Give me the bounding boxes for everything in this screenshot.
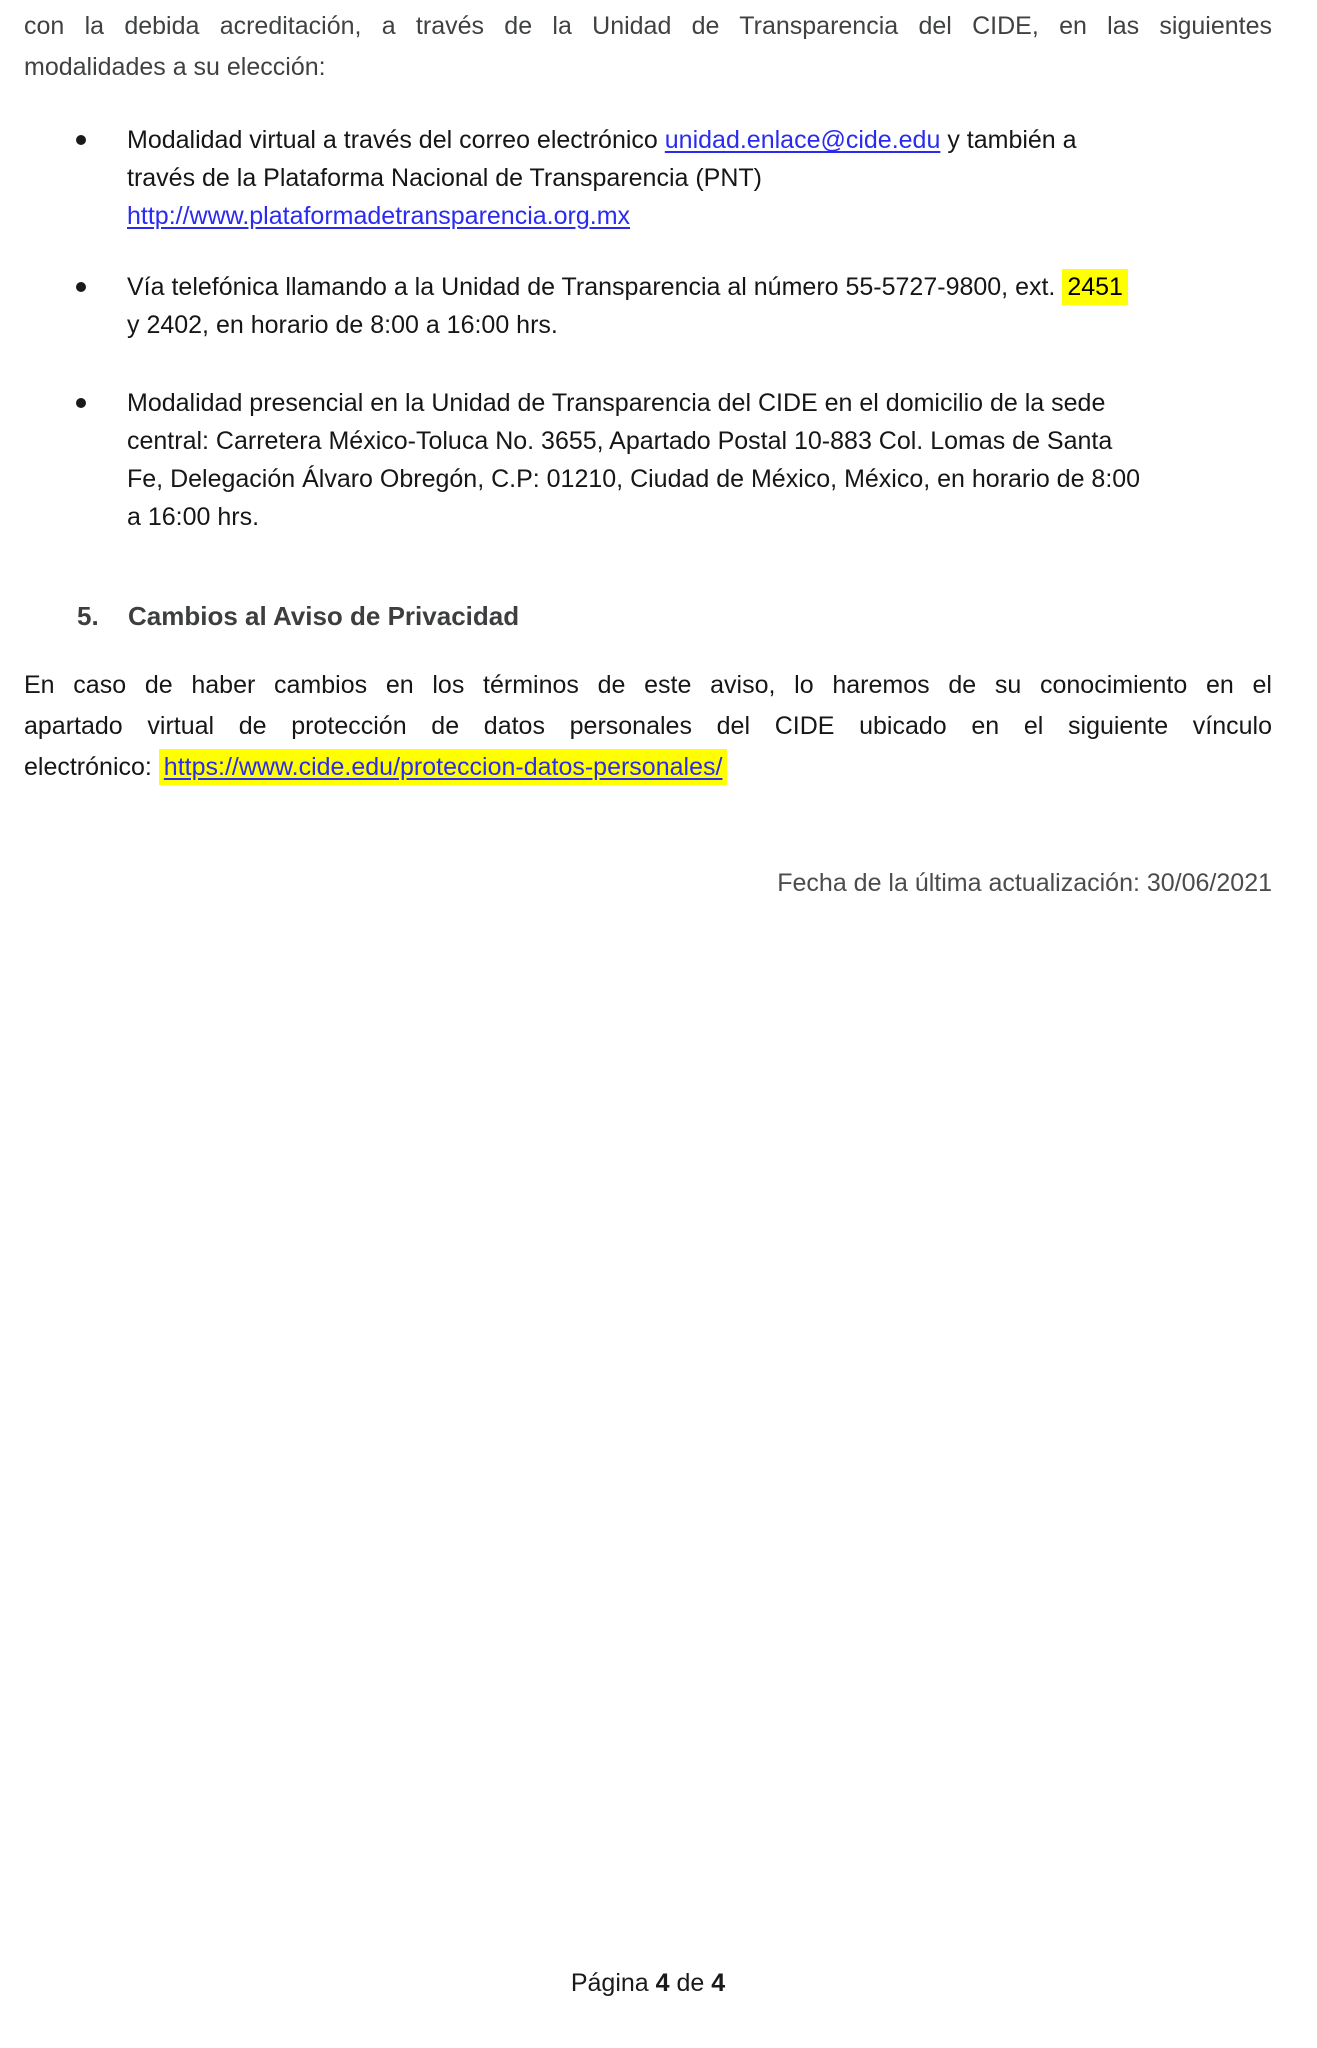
closing-line-2: apartado virtual de protección de datos personales del CIDE ubicado en el siguiente vínculo [24,712,1272,740]
email-link[interactable]: unidad.enlace@cide.edu [664,126,941,154]
document-content [24,0,1272,2048]
intro-paragraph [24,6,1272,88]
bullet1-line-2: través de la Plataforma Nacional de Transparencia (PNT) [127,164,763,192]
section-number: 5. [77,601,99,631]
bullet-dot-icon [76,135,86,145]
section-title: Cambios al Aviso de Privacidad [128,601,520,631]
pnt-url-link[interactable]: http://www.plataformadetransparencia.org.mx [127,202,631,230]
bullet3-line-2: central: Carretera México-Toluca No. 3655, Apartado Postal 10-883 Col. Lomas de Santa [127,427,1113,455]
intro-line-1: con la debida acreditación, a través de la Unidad de Transparencia del CIDE, en las siguientes [24,12,1272,40]
bullet3-line-3: Fe, Delegación Álvaro Obregón, C.P: 01210, Ciudad de México, México, en horario de 8:00 [127,465,1141,493]
closing-text-pre: electrónico: [24,753,159,781]
bullet-item-via-telefonica [24,268,1272,344]
bullet3-line-4: a 16:00 hrs. [127,503,260,531]
bullet1-text-post: y también a [940,126,1077,154]
closing-line-1: En caso de haber cambios en los términos de este aviso, lo haremos de su conocimiento en el [24,671,1272,699]
footer-of-word: de [669,1969,712,1997]
footer-page-number: 4 [655,1969,670,1997]
bullet3-line-1: Modalidad presencial en la Unidad de Transparencia del CIDE en el domicilio de la sede [127,389,1106,417]
privacy-url-link[interactable]: https://www.cide.edu/proteccion-datos-personales/ [163,753,723,781]
highlighted-extension-2451: 2451 [1062,269,1128,305]
bullet1-line-1 [127,121,1272,159]
highlighted-privacy-url [159,749,728,785]
footer-page-word: Página [570,1969,656,1997]
section-heading [24,596,1272,636]
closing-paragraph [24,665,1272,788]
bullet-item-modalidad-presencial [24,384,1272,536]
page-footer [24,1963,1272,2003]
bullet2-text-pre: Vía telefónica llamando a la Unidad de Transparencia al número 55-5727-9800, ext. [127,273,1063,301]
closing-line-3 [24,747,1272,788]
bullet1-text-pre: Modalidad virtual a través del correo electrónico [127,126,665,154]
bullet1-line-3 [127,197,1272,235]
bullet-item-modalidad-virtual [24,121,1272,235]
last-update-date: Fecha de la última actualización: 30/06/2021 [777,869,1272,897]
bullet-dot-icon [76,398,86,408]
bullet2-line-2: y 2402, en horario de 8:00 a 16:00 hrs. [127,311,558,339]
bullet2-line-1 [127,268,1272,306]
bullet-dot-icon [76,282,86,292]
footer-total-pages: 4 [711,1969,726,1997]
intro-line-2: modalidades a su elección: [24,53,326,81]
